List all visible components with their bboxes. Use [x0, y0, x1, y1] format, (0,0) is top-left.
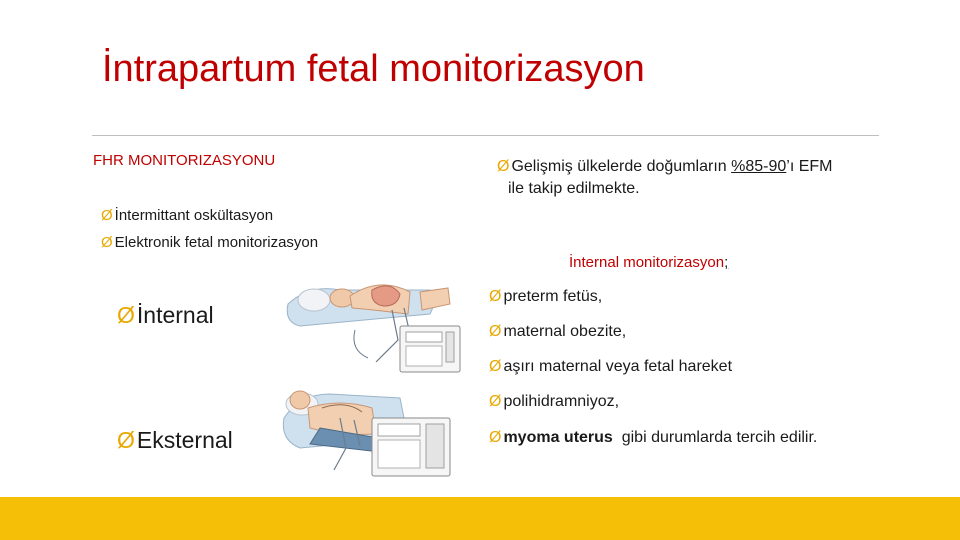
indication-item	[489, 323, 626, 341]
bullet-intermittent	[101, 207, 273, 224]
arrow-bullet-icon: Ø	[101, 207, 113, 224]
note-percent: %85-90	[731, 158, 787, 175]
internal-monitoring-heading	[569, 254, 728, 271]
sub-heading-text: İnternal monitorizasyon	[569, 254, 725, 271]
indication-text: aşırı maternal veya fetal hareket	[503, 358, 733, 375]
arrow-bullet-icon: Ø	[497, 158, 510, 175]
arrow-bullet-icon: Ø	[117, 302, 135, 328]
indication-bold-text: myoma uterus	[503, 429, 613, 446]
indication-text: preterm fetüs,	[503, 288, 603, 305]
efm-statistic-line1	[497, 158, 832, 176]
method-text: Eksternal	[136, 427, 233, 453]
arrow-bullet-icon: Ø	[489, 323, 502, 340]
method-internal	[117, 302, 214, 329]
method-external	[117, 427, 233, 454]
indication-item	[489, 393, 619, 411]
arrow-bullet-icon: Ø	[101, 234, 113, 251]
indication-text: maternal obezite,	[503, 323, 627, 340]
indication-rest-text: gibi durumlarda tercih edilir.	[612, 429, 818, 446]
bullet-text: İntermittant oskültasyon	[114, 207, 274, 224]
title-divider	[92, 135, 879, 136]
indication-item	[489, 358, 732, 376]
efm-statistic-line2: ile takip edilmekte.	[508, 180, 640, 197]
method-text: İnternal	[136, 302, 214, 328]
external-monitoring-illustration	[280, 378, 475, 482]
note-part1: Gelişmiş ülkelerde doğumların	[511, 158, 732, 175]
arrow-bullet-icon: Ø	[489, 393, 502, 410]
left-heading: FHR MONITORIZASYONU	[93, 152, 276, 169]
arrow-bullet-icon: Ø	[489, 288, 502, 305]
sub-heading-suffix: ;	[724, 254, 729, 271]
bottom-accent-bar	[0, 497, 960, 540]
slide-title: İntrapartum fetal monitorizasyon	[102, 48, 645, 90]
arrow-bullet-icon: Ø	[489, 429, 502, 446]
indication-text: polihidramniyoz,	[503, 393, 620, 410]
indication-item	[489, 288, 602, 306]
indication-item-last	[489, 429, 817, 447]
note-part2: ’ı EFM	[786, 158, 833, 175]
bullet-electronic	[101, 234, 318, 251]
internal-monitoring-illustration	[280, 270, 470, 378]
arrow-bullet-icon: Ø	[117, 427, 135, 453]
arrow-bullet-icon: Ø	[489, 358, 502, 375]
bullet-text: Elektronik fetal monitorizasyon	[114, 234, 319, 251]
